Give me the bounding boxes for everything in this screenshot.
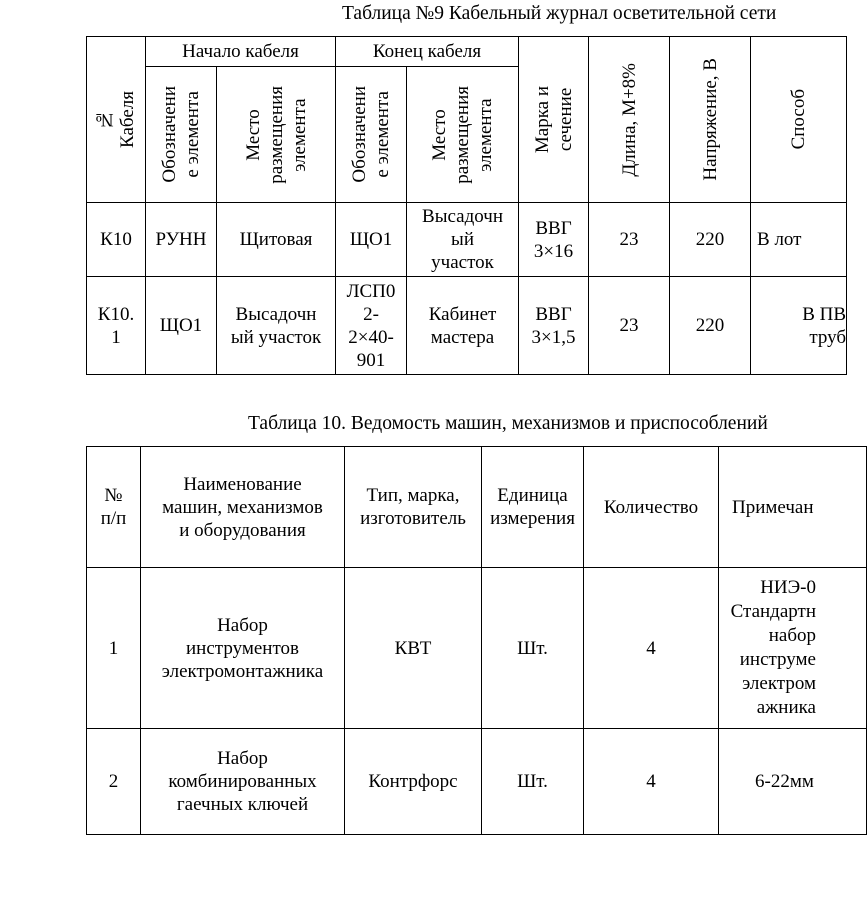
header-end-designation: Обозначени е элемента <box>336 67 407 203</box>
header-type: Тип, марка, изготовитель <box>345 447 482 568</box>
cell-start-location: Щитовая <box>217 203 336 277</box>
cell-start-location: Высадочн ый участок <box>217 277 336 375</box>
header-no: № п/п <box>87 447 141 568</box>
cell-unit: Шт. <box>482 568 584 729</box>
cell-qty: 4 <box>584 568 719 729</box>
cell-type: Контрфорс <box>345 729 482 835</box>
cell-voltage: 220 <box>670 277 751 375</box>
header-length: Длина, М+8% <box>589 37 670 203</box>
table-row <box>87 729 867 835</box>
cell-end-designation: ЩО1 <box>336 203 407 277</box>
table-row <box>87 277 847 375</box>
cell-name: Набор инструментов электромонтажника <box>141 568 345 729</box>
cell-unit: Шт. <box>482 729 584 835</box>
cell-type: КВТ <box>345 568 482 729</box>
cell-method: В ПВ труб <box>751 277 847 375</box>
cell-length: 23 <box>589 277 670 375</box>
header-end-location: Место размещения элемента <box>407 67 519 203</box>
cell-brand: ВВГ 3×1,5 <box>519 277 589 375</box>
cell-note: 6-22мм <box>719 729 867 835</box>
table-row <box>87 568 867 729</box>
header-cable-no: № Кабеля <box>87 37 146 203</box>
header-name: Наименование машин, механизмов и оборудования <box>141 447 345 568</box>
header-start-designation: Обозначени е элемента <box>146 67 217 203</box>
cell-brand: ВВГ 3×16 <box>519 203 589 277</box>
cell-cable: К10 <box>87 203 146 277</box>
machines-table <box>86 446 867 835</box>
header-qty: Количество <box>584 447 719 568</box>
cell-voltage: 220 <box>670 203 751 277</box>
table9-caption: Таблица №9 Кабельный журнал осветительной сети <box>342 3 777 24</box>
cell-no: 2 <box>87 729 141 835</box>
header-start-location: Место размещения элемента <box>217 67 336 203</box>
cell-note: НИЭ-0 Стандартн набор инструме электром ажника <box>719 568 867 729</box>
cell-end-location: Кабинет мастера <box>407 277 519 375</box>
cell-start-designation: РУНН <box>146 203 217 277</box>
header-end-group: Конец кабеля <box>336 37 519 67</box>
cell-method: В лот <box>751 203 847 277</box>
header-brand: Марка и сечение <box>519 37 589 203</box>
cable-journal-table <box>86 36 847 375</box>
header-note: Примечан <box>719 447 867 568</box>
table10-caption: Таблица 10. Ведомость машин, механизмов и приспособлений <box>248 413 768 434</box>
header-unit: Единица измерения <box>482 447 584 568</box>
header-start-group: Начало кабеля <box>146 37 336 67</box>
cell-cable: К10. 1 <box>87 277 146 375</box>
cell-length: 23 <box>589 203 670 277</box>
cell-qty: 4 <box>584 729 719 835</box>
header-method: Способ <box>751 37 847 203</box>
cell-start-designation: ЩО1 <box>146 277 217 375</box>
cell-no: 1 <box>87 568 141 729</box>
cell-end-designation: ЛСП0 2- 2×40- 901 <box>336 277 407 375</box>
cell-end-location: Высадочн ый участок <box>407 203 519 277</box>
header-voltage: Напряжение, В <box>670 37 751 203</box>
table-row <box>87 203 847 277</box>
cell-name: Набор комбинированных гаечных ключей <box>141 729 345 835</box>
